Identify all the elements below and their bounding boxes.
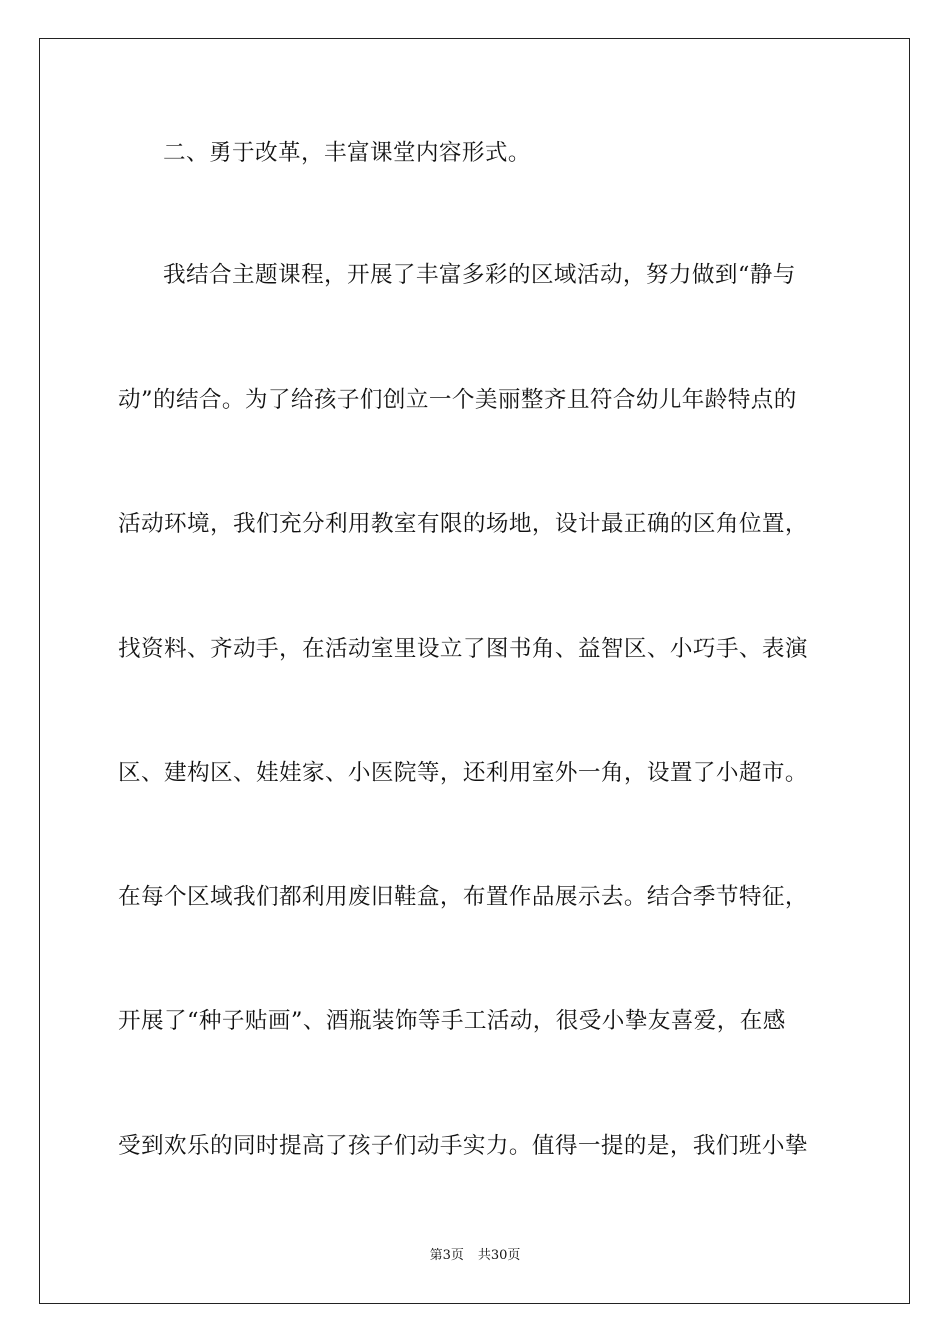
- paragraph-line-3: 活动环境，我们充分利用教室有限的场地，设计最正确的区角位置，: [118, 511, 808, 537]
- page-footer: [0, 1247, 950, 1265]
- page-total: 共30页: [477, 1248, 521, 1263]
- paragraph-line-2: 动”的结合。为了给孩子们创立一个美丽整齐且符合幼儿年龄特点的: [118, 387, 797, 413]
- paragraph-line-7: 开展了“种子贴画”、酒瓶装饰等手工活动，很受小挚友喜爱，在感: [118, 1008, 786, 1034]
- paragraph-line-8: 受到欢乐的同时提高了孩子们动手实力。值得一提的是，我们班小挚: [118, 1133, 808, 1159]
- page-border: [39, 38, 910, 1304]
- paragraph-line-4: 找资料、齐动手，在活动室里设立了图书角、益智区、小巧手、表演: [118, 636, 808, 662]
- paragraph-line-6: 在每个区域我们都利用废旧鞋盒，布置作品展示去。结合季节特征，: [118, 884, 808, 910]
- paragraph-line-5: 区、建构区、娃娃家、小医院等，还利用室外一角，设置了小超市。: [118, 760, 808, 786]
- paragraph-line-1: 我结合主题课程，开展了丰富多彩的区域活动，努力做到“静与: [163, 262, 796, 288]
- section-heading: 二、勇于改革，丰富课堂内容形式。: [163, 140, 531, 166]
- page-number: 第3页: [429, 1248, 464, 1263]
